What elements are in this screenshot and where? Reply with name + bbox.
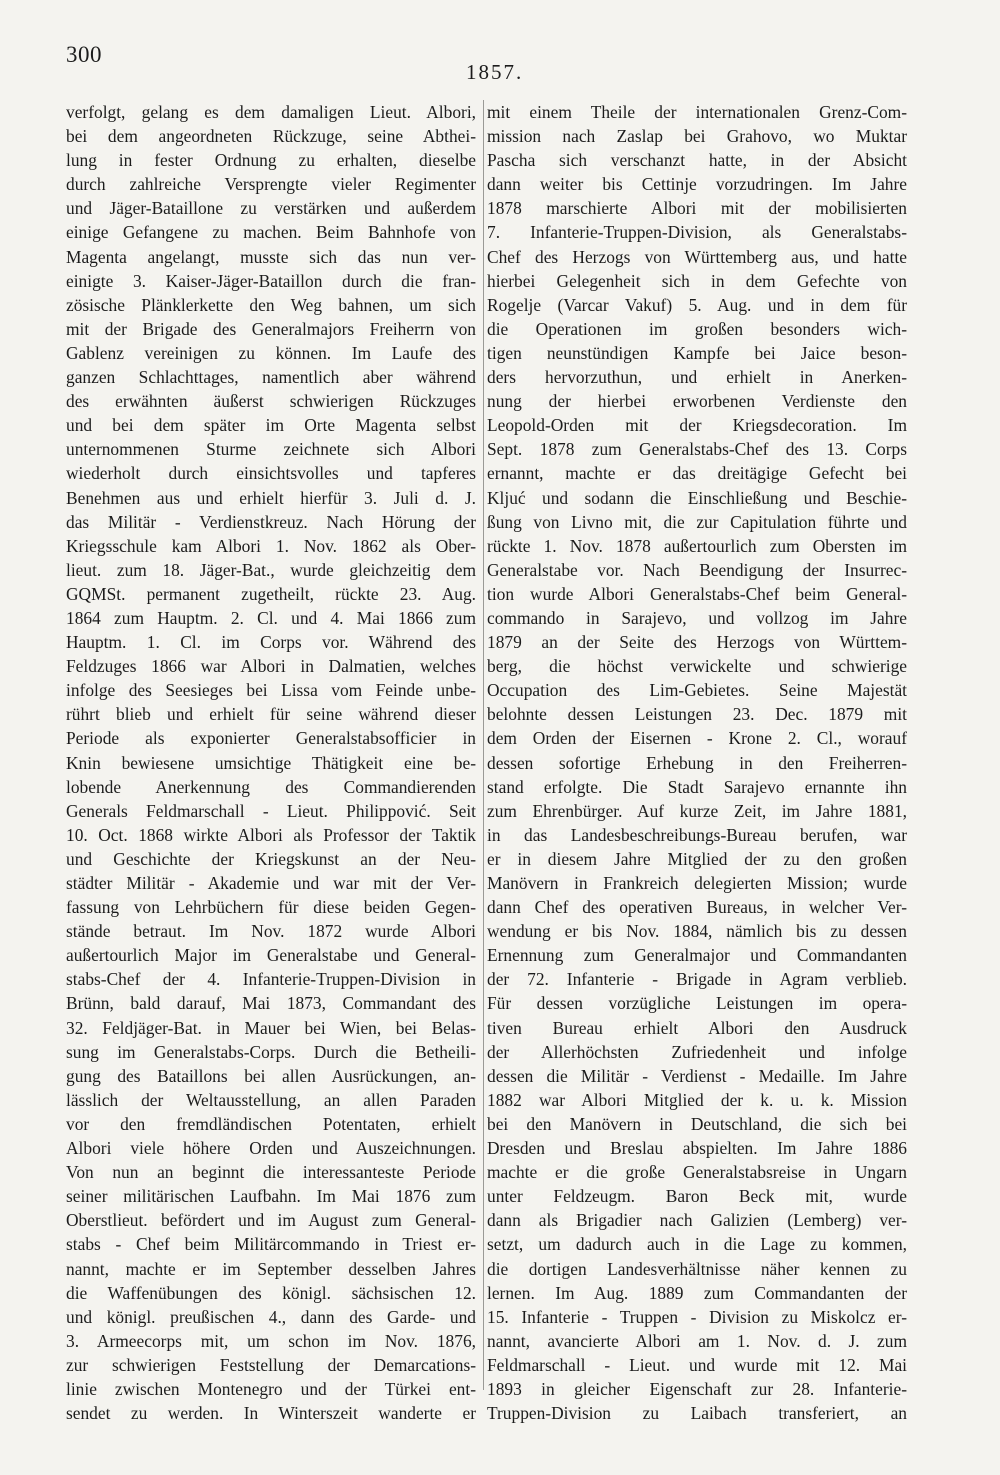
text-line: nung der hierbei erworbenen Verdienste den — [487, 391, 907, 412]
text-line: mission nach Zaslap bei Grahovo, wo Muktar — [487, 126, 907, 147]
text-line: dann als Brigadier nach Galizien (Lemberg) ver- — [487, 1210, 907, 1231]
text-line: er in diesem Jahre Mitglied der zu den großen — [487, 848, 907, 869]
text-line: seiner militärischen Laufbahn. Im Mai 1876 zum — [66, 1186, 476, 1207]
text-line: tigen neunstündigen Kampfe bei Jaice beson- — [487, 342, 907, 363]
text-line: zum Ehrenbürger. Auf kurze Zeit, im Jahre 1881, — [487, 800, 907, 821]
text-line: tiven Bureau erhielt Albori den Ausdruck — [487, 1017, 907, 1038]
text-line: dem Orden der Eisernen - Krone 2. Cl., worauf — [487, 728, 907, 749]
text-line: Von nun an beginnt die interessanteste Periode — [66, 1162, 476, 1183]
text-line: mit einem Theile der internationalen Grenz-Com- — [487, 102, 907, 122]
text-line: lung in fester Ordnung zu erhalten, dieselbe — [66, 150, 476, 171]
text-line: Chef des Herzogs von Württemberg aus, und hatte — [487, 246, 907, 267]
text-line: Rogelje (Varcar Vakuf) 5. Aug. und in dem für — [487, 294, 907, 315]
text-line: Leopold-Orden mit der Kriegsdecoration. Im — [487, 415, 907, 436]
text-line: sendet zu werden. In Winterszeit wanderte er — [66, 1403, 476, 1424]
text-line: wiederholt durch einsichtsvolles und tapferes — [66, 463, 476, 484]
text-line: Albori viele höhere Orden und Auszeichnungen. — [66, 1138, 476, 1159]
text-line: dann Chef des operativen Bureaus, in welcher Ver- — [487, 897, 907, 918]
text-line: städter Militär - Akademie und war mit der Ver- — [66, 873, 476, 893]
text-line: wendung er bis Nov. 1884, nämlich bis zu dessen — [487, 921, 907, 942]
text-line: ernannt, machte er das dreitägige Gefecht bei — [487, 463, 907, 484]
text-line: linie zwischen Montenegro und der Türkei ent- — [66, 1378, 476, 1399]
text-line: verfolgt, gelang es dem damaligen Lieut. Albori, — [66, 102, 476, 122]
text-line: lieut. zum 18. Jäger-Bat., wurde gleichzeitig dem — [66, 559, 476, 580]
text-line: 10. Oct. 1868 wirkte Albori als Professor der Taktik — [66, 824, 476, 845]
text-line: und Geschichte der Kriegskunst an der Neu- — [66, 848, 476, 869]
text-line: Occupation des Lim-Gebietes. Seine Majestät — [487, 680, 907, 701]
text-line: durch zahlreiche Versprengte vieler Regimenter — [66, 174, 476, 195]
text-line: stabs-Chef der 4. Infanterie-Truppen-Division in — [66, 969, 476, 990]
text-line: stand erfolgte. Die Stadt Sarajevo ernannte ihn — [487, 776, 907, 797]
text-line: bei dem angeordneten Rückzuge, seine Abthei- — [66, 126, 476, 147]
text-line: und bei dem später im Orte Magenta selbst — [66, 415, 476, 436]
page-number: 300 — [66, 42, 102, 67]
text-line: 1882 war Albori Mitglied der k. u. k. Mission — [487, 1089, 907, 1110]
text-line: rührt blieb und erhielt für seine während dieser — [66, 704, 476, 725]
text-line: lässlich der Weltausstellung, an allen Paraden — [66, 1089, 476, 1110]
text-line: 1893 in gleicher Eigenschaft zur 28. Infanterie- — [487, 1378, 907, 1399]
text-line: der Allerhöchsten Zufriedenheit und infolge — [487, 1041, 907, 1062]
text-line: infolge des Seesieges bei Lissa vom Feinde unbe- — [66, 680, 476, 701]
text-line: machte er die große Generalstabsreise in Ungarn — [487, 1162, 907, 1183]
text-line: des erwähnten äußerst schwierigen Rückzuges — [66, 391, 476, 412]
text-line: berg, die höchst verwickelte und schwierige — [487, 656, 907, 677]
text-line: Ernennung zum Generalmajor und Commandanten — [487, 945, 907, 966]
left-column — [66, 100, 476, 1425]
text-line: belohnte dessen Leistungen 23. Dec. 1879 mit — [487, 704, 907, 725]
text-line: dessen sofortige Erhebung in den Freiherren- — [487, 752, 907, 773]
text-line: stände betraut. Im Nov. 1872 wurde Albori — [66, 921, 476, 942]
text-line: fassung von Lehrbüchern für diese beiden Gegen- — [66, 897, 476, 918]
page-year-heading: 1857. — [466, 60, 524, 84]
text-line: außertourlich Major im Generalstabe und General- — [66, 945, 476, 966]
text-line: die Operationen im großen besonders wich- — [487, 318, 907, 339]
text-line: in das Landesbeschreibungs-Bureau berufen, war — [487, 824, 907, 845]
text-line: das Militär - Verdienstkreuz. Nach Hörung der — [66, 511, 476, 532]
text-line: unternommenen Sturme zeichnete sich Albori — [66, 439, 476, 460]
text-line: nannt, avancierte Albori am 1. Nov. d. J. zum — [487, 1330, 907, 1351]
text-line: Oberstlieut. befördert und im August zum General- — [66, 1210, 476, 1231]
text-line: rückte 1. Nov. 1878 außertourlich zum Obersten im — [487, 535, 907, 556]
text-line: tion wurde Albori Generalstabs-Chef beim General- — [487, 583, 907, 604]
text-line: Sept. 1878 zum Generalstabs-Chef des 13. Corps — [487, 439, 907, 460]
text-line: zösische Plänklerkette den Weg bahnen, um sich — [66, 294, 476, 315]
text-line: die dortigen Landesverhältnisse näher kennen zu — [487, 1258, 907, 1279]
text-line: ganzen Schlachttages, namentlich aber während — [66, 367, 476, 388]
text-line: Generalstabe vor. Nach Beendigung der Insurrec- — [487, 559, 907, 580]
text-line: Manövern in Frankreich delegierten Mission; wurde — [487, 873, 907, 893]
right-column — [487, 100, 907, 1425]
text-line: zur schwierigen Feststellung der Demarcations- — [66, 1354, 476, 1375]
text-line: Pascha sich verschanzt hatte, in der Absicht — [487, 150, 907, 171]
text-line: Knin bewiesene umsichtige Thätigkeit eine be- — [66, 752, 476, 773]
text-line: GQMSt. permanent zugetheilt, rückte 23. Aug. — [66, 583, 476, 604]
text-line: 7. Infanterie-Truppen-Division, als Generalstabs- — [487, 222, 907, 243]
text-line: der 72. Infanterie - Brigade in Agram verblieb. — [487, 969, 907, 990]
text-line: einigte 3. Kaiser-Jäger-Bataillon durch die fran- — [66, 270, 476, 291]
text-line: nannt, machte er im September desselben Jahres — [66, 1258, 476, 1279]
text-line: 32. Feldjäger-Bat. in Mauer bei Wien, bei Belas- — [66, 1017, 476, 1038]
text-line: dann weiter bis Cettinje vorzudringen. Im Jahre — [487, 174, 907, 195]
text-line: bei den Manövern in Deutschland, die sich bei — [487, 1113, 907, 1134]
text-line: ßung von Livno mit, die zur Capitulation führte und — [487, 511, 907, 532]
text-line: commando in Sarajevo, und vollzog im Jahre — [487, 607, 907, 628]
text-line: Kriegsschule kam Albori 1. Nov. 1862 als Ober- — [66, 535, 476, 556]
text-line: Feldmarschall - Lieut. und wurde mit 12. Mai — [487, 1354, 907, 1375]
text-line: Hauptm. 1. Cl. im Corps vor. Während des — [66, 632, 476, 653]
text-line: Periode als exponierter Generalstabsofficier in — [66, 728, 476, 749]
text-line: Brünn, bald darauf, Mai 1873, Commandant des — [66, 993, 476, 1014]
text-line: 1864 zum Hauptm. 2. Cl. und 4. Mai 1866 zum — [66, 607, 476, 628]
text-line: mit der Brigade des Generalmajors Freiherrn von — [66, 318, 476, 339]
text-line: stabs - Chef beim Militärcommando in Triest er- — [66, 1234, 476, 1255]
text-line: lernen. Im Aug. 1889 zum Commandanten der — [487, 1282, 907, 1303]
text-line: dessen die Militär - Verdienst - Medaille. Im Jahre — [487, 1065, 907, 1086]
text-line: hierbei Gelegenheit sich in dem Gefechte von — [487, 270, 907, 291]
text-line: 15. Infanterie - Truppen - Division zu Miskolcz er- — [487, 1306, 907, 1327]
text-line: Für dessen vorzügliche Leistungen im opera- — [487, 993, 907, 1014]
text-line: unter Feldzeugm. Baron Beck mit, wurde — [487, 1186, 907, 1207]
text-line: Dresden und Breslau abspielten. Im Jahre 1886 — [487, 1138, 907, 1159]
text-line: 1878 marschierte Albori mit der mobilisierten — [487, 198, 907, 219]
text-line: Gablenz vereinigen zu können. Im Laufe des — [66, 342, 476, 363]
text-line: vor den fremdländischen Potentaten, erhielt — [66, 1113, 476, 1134]
text-line: Benehmen aus und erhielt hierfür 3. Juli d. J. — [66, 487, 476, 508]
text-line: gung des Bataillons bei allen Ausrückungen, an- — [66, 1065, 476, 1086]
text-line: die Waffenübungen des königl. sächsischen 12. — [66, 1282, 476, 1303]
text-line: Truppen-Division zu Laibach transferiert, an — [487, 1403, 907, 1424]
text-line: Generals Feldmarschall - Lieut. Philippović. Seit — [66, 800, 476, 821]
text-line: Feldzuges 1866 war Albori in Dalmatien, welches — [66, 656, 476, 677]
text-line: 3. Armeecorps mit, um schon im Nov. 1876, — [66, 1330, 476, 1351]
text-line: ders hervorzuthun, und erhielt in Anerken- — [487, 367, 907, 388]
text-line: sung im Generalstabs-Corps. Durch die Betheili- — [66, 1041, 476, 1062]
text-line: Magenta angelangt, musste sich das nun ver- — [66, 246, 476, 267]
text-line: 1879 an der Seite des Herzogs von Württem- — [487, 632, 907, 653]
column-divider — [483, 100, 484, 1390]
text-line: Kljuć und sodann die Einschließung und Beschie- — [487, 487, 907, 508]
text-line: und königl. preußischen 4., dann des Garde- und — [66, 1306, 476, 1327]
text-line: lobende Anerkennung des Commandierenden — [66, 776, 476, 797]
text-line: und Jäger-Bataillone zu verstärken und außerdem — [66, 198, 476, 219]
text-line: setzt, um dadurch auch in die Lage zu kommen, — [487, 1234, 907, 1255]
text-line: einige Gefangene zu machen. Beim Bahnhofe von — [66, 222, 476, 243]
